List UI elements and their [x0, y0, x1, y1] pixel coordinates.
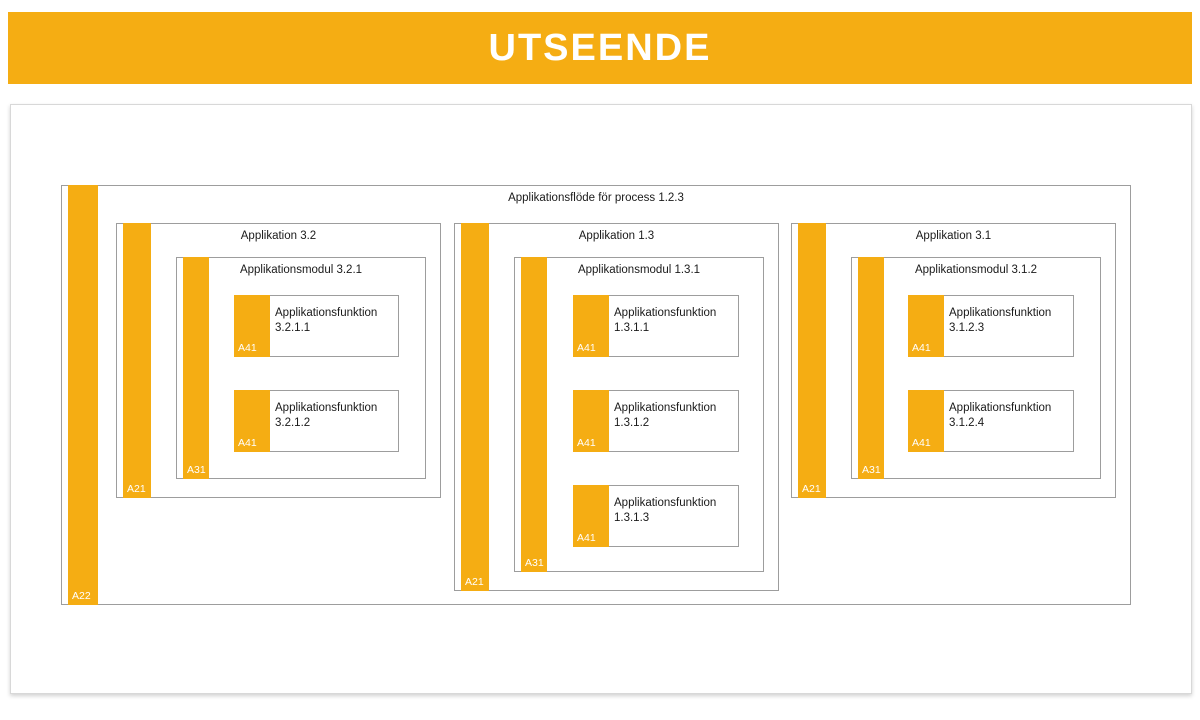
- application-tag-1-3: [461, 223, 489, 591]
- application-label-1-3: Applikation 1.3: [578, 230, 655, 242]
- function-tag-1-3-1-1: [573, 295, 609, 357]
- process-label: Applikationsflöde för process 1.2.3: [508, 192, 684, 204]
- function-label-3-1-2-3: Applikationsfunktion 3.1.2.3: [949, 307, 1052, 334]
- module-tag-1-3-1: [521, 257, 547, 572]
- function-tag-label-1-3-1-2: A41: [577, 437, 596, 449]
- application-label-3-2: Applikation 3.2: [240, 230, 317, 242]
- page-title: UTSEENDE: [488, 26, 712, 69]
- function-box-3-2-1-2[interactable]: [234, 390, 399, 452]
- function-box-3-2-1-1[interactable]: [234, 295, 399, 357]
- function-tag-label-3-2-1-2: A41: [238, 437, 257, 449]
- function-label-1-3-1-1: Applikationsfunktion 1.3.1.1: [614, 307, 717, 334]
- application-label-3-1: Applikation 3.1: [915, 230, 992, 242]
- module-tag-label-3-1-2: A31: [862, 464, 881, 476]
- application-tag-label-3-2: A21: [127, 483, 146, 495]
- function-tag-label-3-2-1-1: A41: [238, 342, 257, 354]
- function-box-3-1-2-4[interactable]: [908, 390, 1074, 452]
- function-tag-1-3-1-3: [573, 485, 609, 547]
- function-tag-1-3-1-2: [573, 390, 609, 452]
- function-box-1-3-1-1[interactable]: [573, 295, 739, 357]
- function-tag-label-3-1-2-3: A41: [912, 342, 931, 354]
- module-label-3-1-2: Applikationsmodul 3.1.2: [914, 264, 1038, 276]
- function-tag-3-1-2-3: [908, 295, 944, 357]
- module-label-3-2-1: Applikationsmodul 3.2.1: [239, 264, 363, 276]
- function-tag-3-2-1-1: [234, 295, 270, 357]
- function-label-1-3-1-2: Applikationsfunktion 1.3.1.2: [614, 402, 717, 429]
- function-label-3-2-1-2: Applikationsfunktion 3.2.1.2: [275, 402, 378, 429]
- process-tag-label: A22: [72, 590, 91, 602]
- application-tag-label-1-3: A21: [465, 576, 484, 588]
- module-tag-3-2-1: [183, 257, 209, 479]
- title-banner: [8, 12, 1192, 84]
- function-tag-3-1-2-4: [908, 390, 944, 452]
- module-label-1-3-1: Applikationsmodul 1.3.1: [577, 264, 701, 276]
- function-tag-label-1-3-1-3: A41: [577, 532, 596, 544]
- function-box-1-3-1-2[interactable]: [573, 390, 739, 452]
- module-tag-label-3-2-1: A31: [187, 464, 206, 476]
- process-tag: [68, 185, 98, 605]
- function-box-3-1-2-3[interactable]: [908, 295, 1074, 357]
- application-tag-label-3-1: A21: [802, 483, 821, 495]
- module-tag-3-1-2: [858, 257, 884, 479]
- function-tag-label-3-1-2-4: A41: [912, 437, 931, 449]
- function-tag-3-2-1-2: [234, 390, 270, 452]
- diagram-canvas: [10, 104, 1192, 694]
- function-label-3-1-2-4: Applikationsfunktion 3.1.2.4: [949, 402, 1052, 429]
- module-tag-label-1-3-1: A31: [525, 557, 544, 569]
- function-label-3-2-1-1: Applikationsfunktion 3.2.1.1: [275, 307, 378, 334]
- function-label-1-3-1-3: Applikationsfunktion 1.3.1.3: [614, 497, 717, 524]
- function-tag-label-1-3-1-1: A41: [577, 342, 596, 354]
- function-box-1-3-1-3[interactable]: [573, 485, 739, 547]
- application-tag-3-1: [798, 223, 826, 498]
- application-tag-3-2: [123, 223, 151, 498]
